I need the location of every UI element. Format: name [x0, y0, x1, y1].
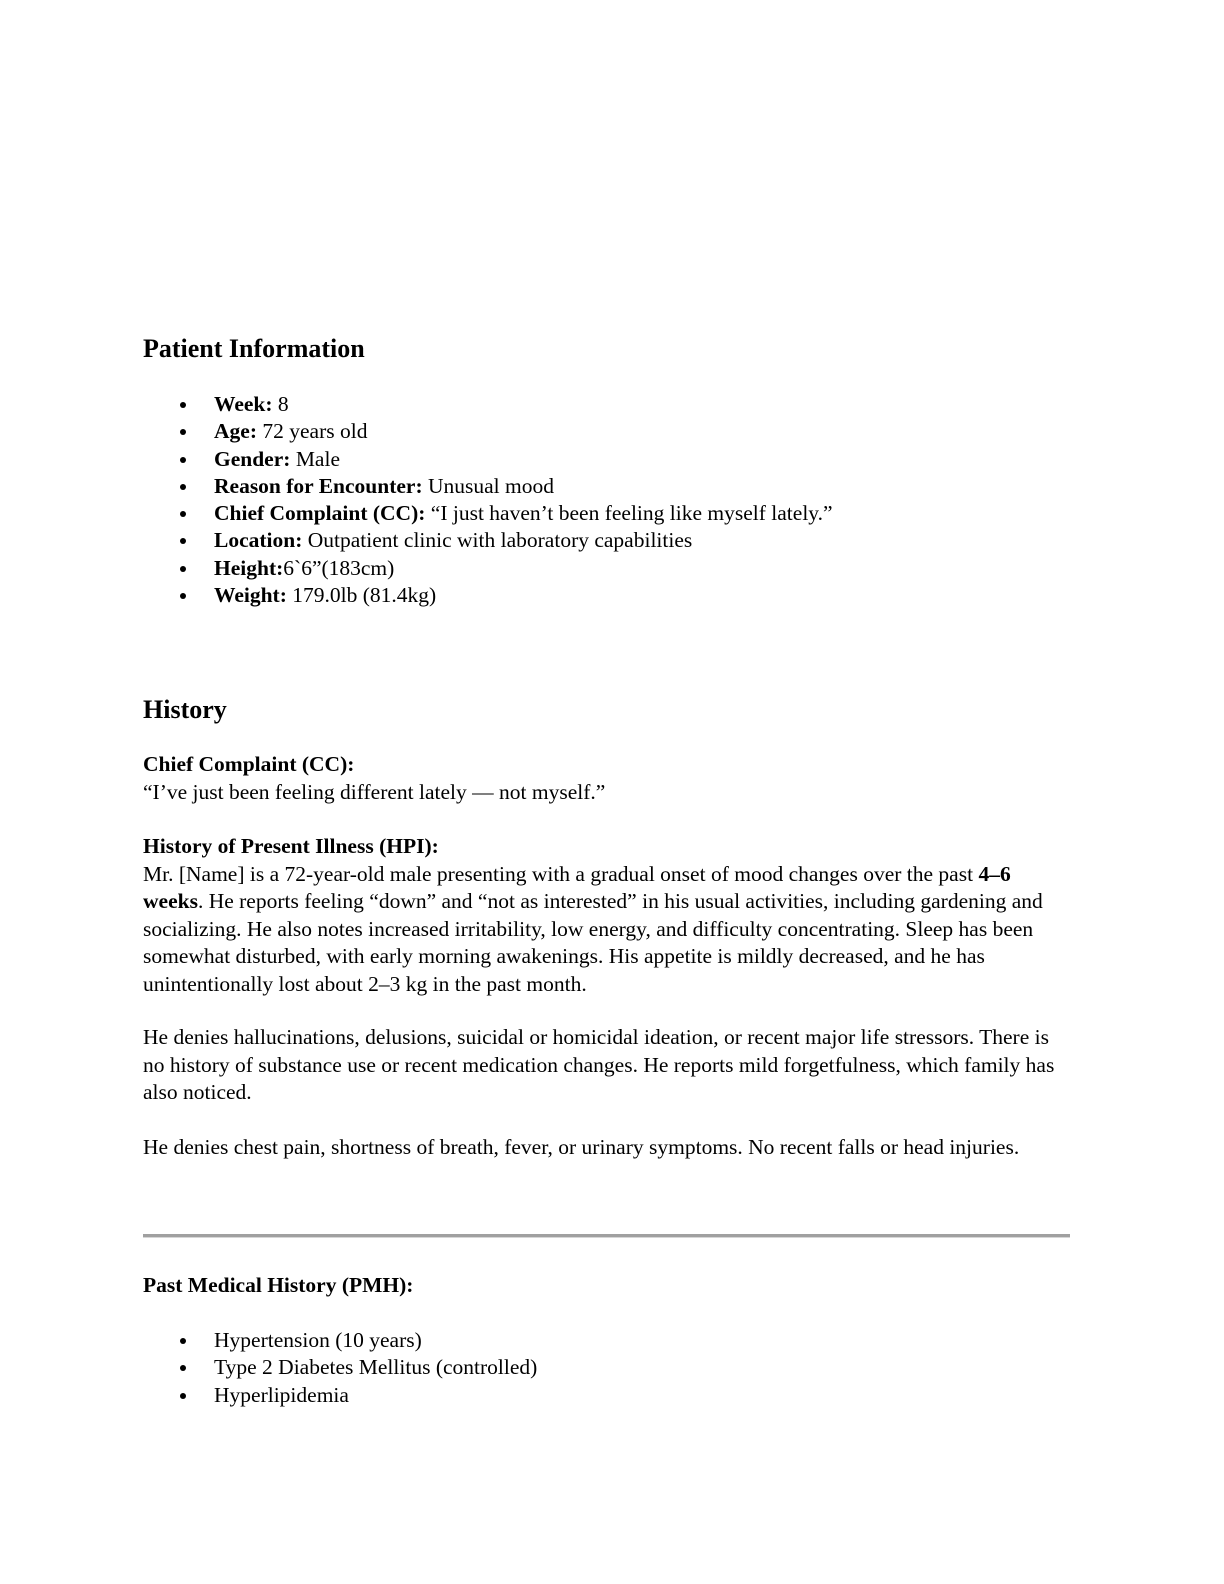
pmh-list-block	[143, 1327, 1073, 1409]
list-item-reason: Reason for Encounter: Unusual mood	[143, 473, 1073, 500]
pmh-list	[143, 1327, 1073, 1409]
list-item-height: Height:6`6”(183cm)	[143, 555, 1073, 582]
patient-information-list	[143, 391, 1073, 609]
history-section	[143, 694, 1073, 726]
history-cc-block	[143, 751, 1073, 806]
list-item-location: Location: Outpatient clinic with laboratory capabilities	[143, 527, 1073, 554]
pmh-heading: Past Medical History (PMH):	[143, 1273, 414, 1297]
pmh-section	[143, 1272, 1073, 1300]
patient-information-heading: Patient Information	[143, 334, 365, 363]
list-item: Type 2 Diabetes Mellitus (controlled)	[143, 1354, 1073, 1381]
history-cc-text: “I’ve just been feeling different lately — not myself.”	[143, 779, 606, 804]
hpi-heading: History of Present Illness (HPI):	[143, 834, 439, 858]
list-item-weight: Weight: 179.0lb (81.4kg)	[143, 582, 1073, 609]
history-heading: History	[143, 695, 227, 724]
list-item-week: Week: 8	[143, 391, 1073, 418]
history-hpi-block-2	[143, 1024, 1073, 1107]
patient-information-list-block	[143, 391, 1073, 609]
history-hpi-block	[143, 833, 1073, 998]
list-item-chief-complaint: Chief Complaint (CC): “I just haven’t been feeling like myself lately.”	[143, 500, 1073, 527]
hpi-duration-emphasis: 4–6 weeks	[143, 861, 1011, 913]
horizontal-divider	[143, 1234, 1070, 1238]
history-hpi-block-3	[143, 1134, 1073, 1162]
hpi-paragraph-3: He denies chest pain, shortness of breath, fever, or urinary symptoms. No recent falls or head injuries.	[143, 1135, 1020, 1159]
history-cc-heading: Chief Complaint (CC):	[143, 752, 355, 776]
list-item: Hypertension (10 years)	[143, 1327, 1073, 1354]
patient-information-section	[143, 333, 1073, 365]
hpi-paragraph-2: He denies hallucinations, delusions, suicidal or homicidal ideation, or recent major life stressors. There is no history of substance use or recent medication changes. He reports mild forgetfulness, which family has also noticed.	[143, 1025, 1055, 1104]
list-item: Hyperlipidemia	[143, 1382, 1073, 1409]
hpi-paragraph-1: Mr. [Name] is a 72-year-old male presenting with a gradual onset of mood changes over the past 4–6 weeks. He reports feeling “down” and “not as interested” in his usual activities, including gardening and socializing. He also notes increased irritability, low energy, and difficulty concentrating. Sleep has been somewhat disturbed, with early morning awakenings. His appetite is mildly decreased, and he has unintentionally lost about 2–3 kg in the past month.	[143, 861, 1043, 996]
list-item-gender: Gender: Male	[143, 446, 1073, 473]
list-item-age: Age: 72 years old	[143, 418, 1073, 445]
